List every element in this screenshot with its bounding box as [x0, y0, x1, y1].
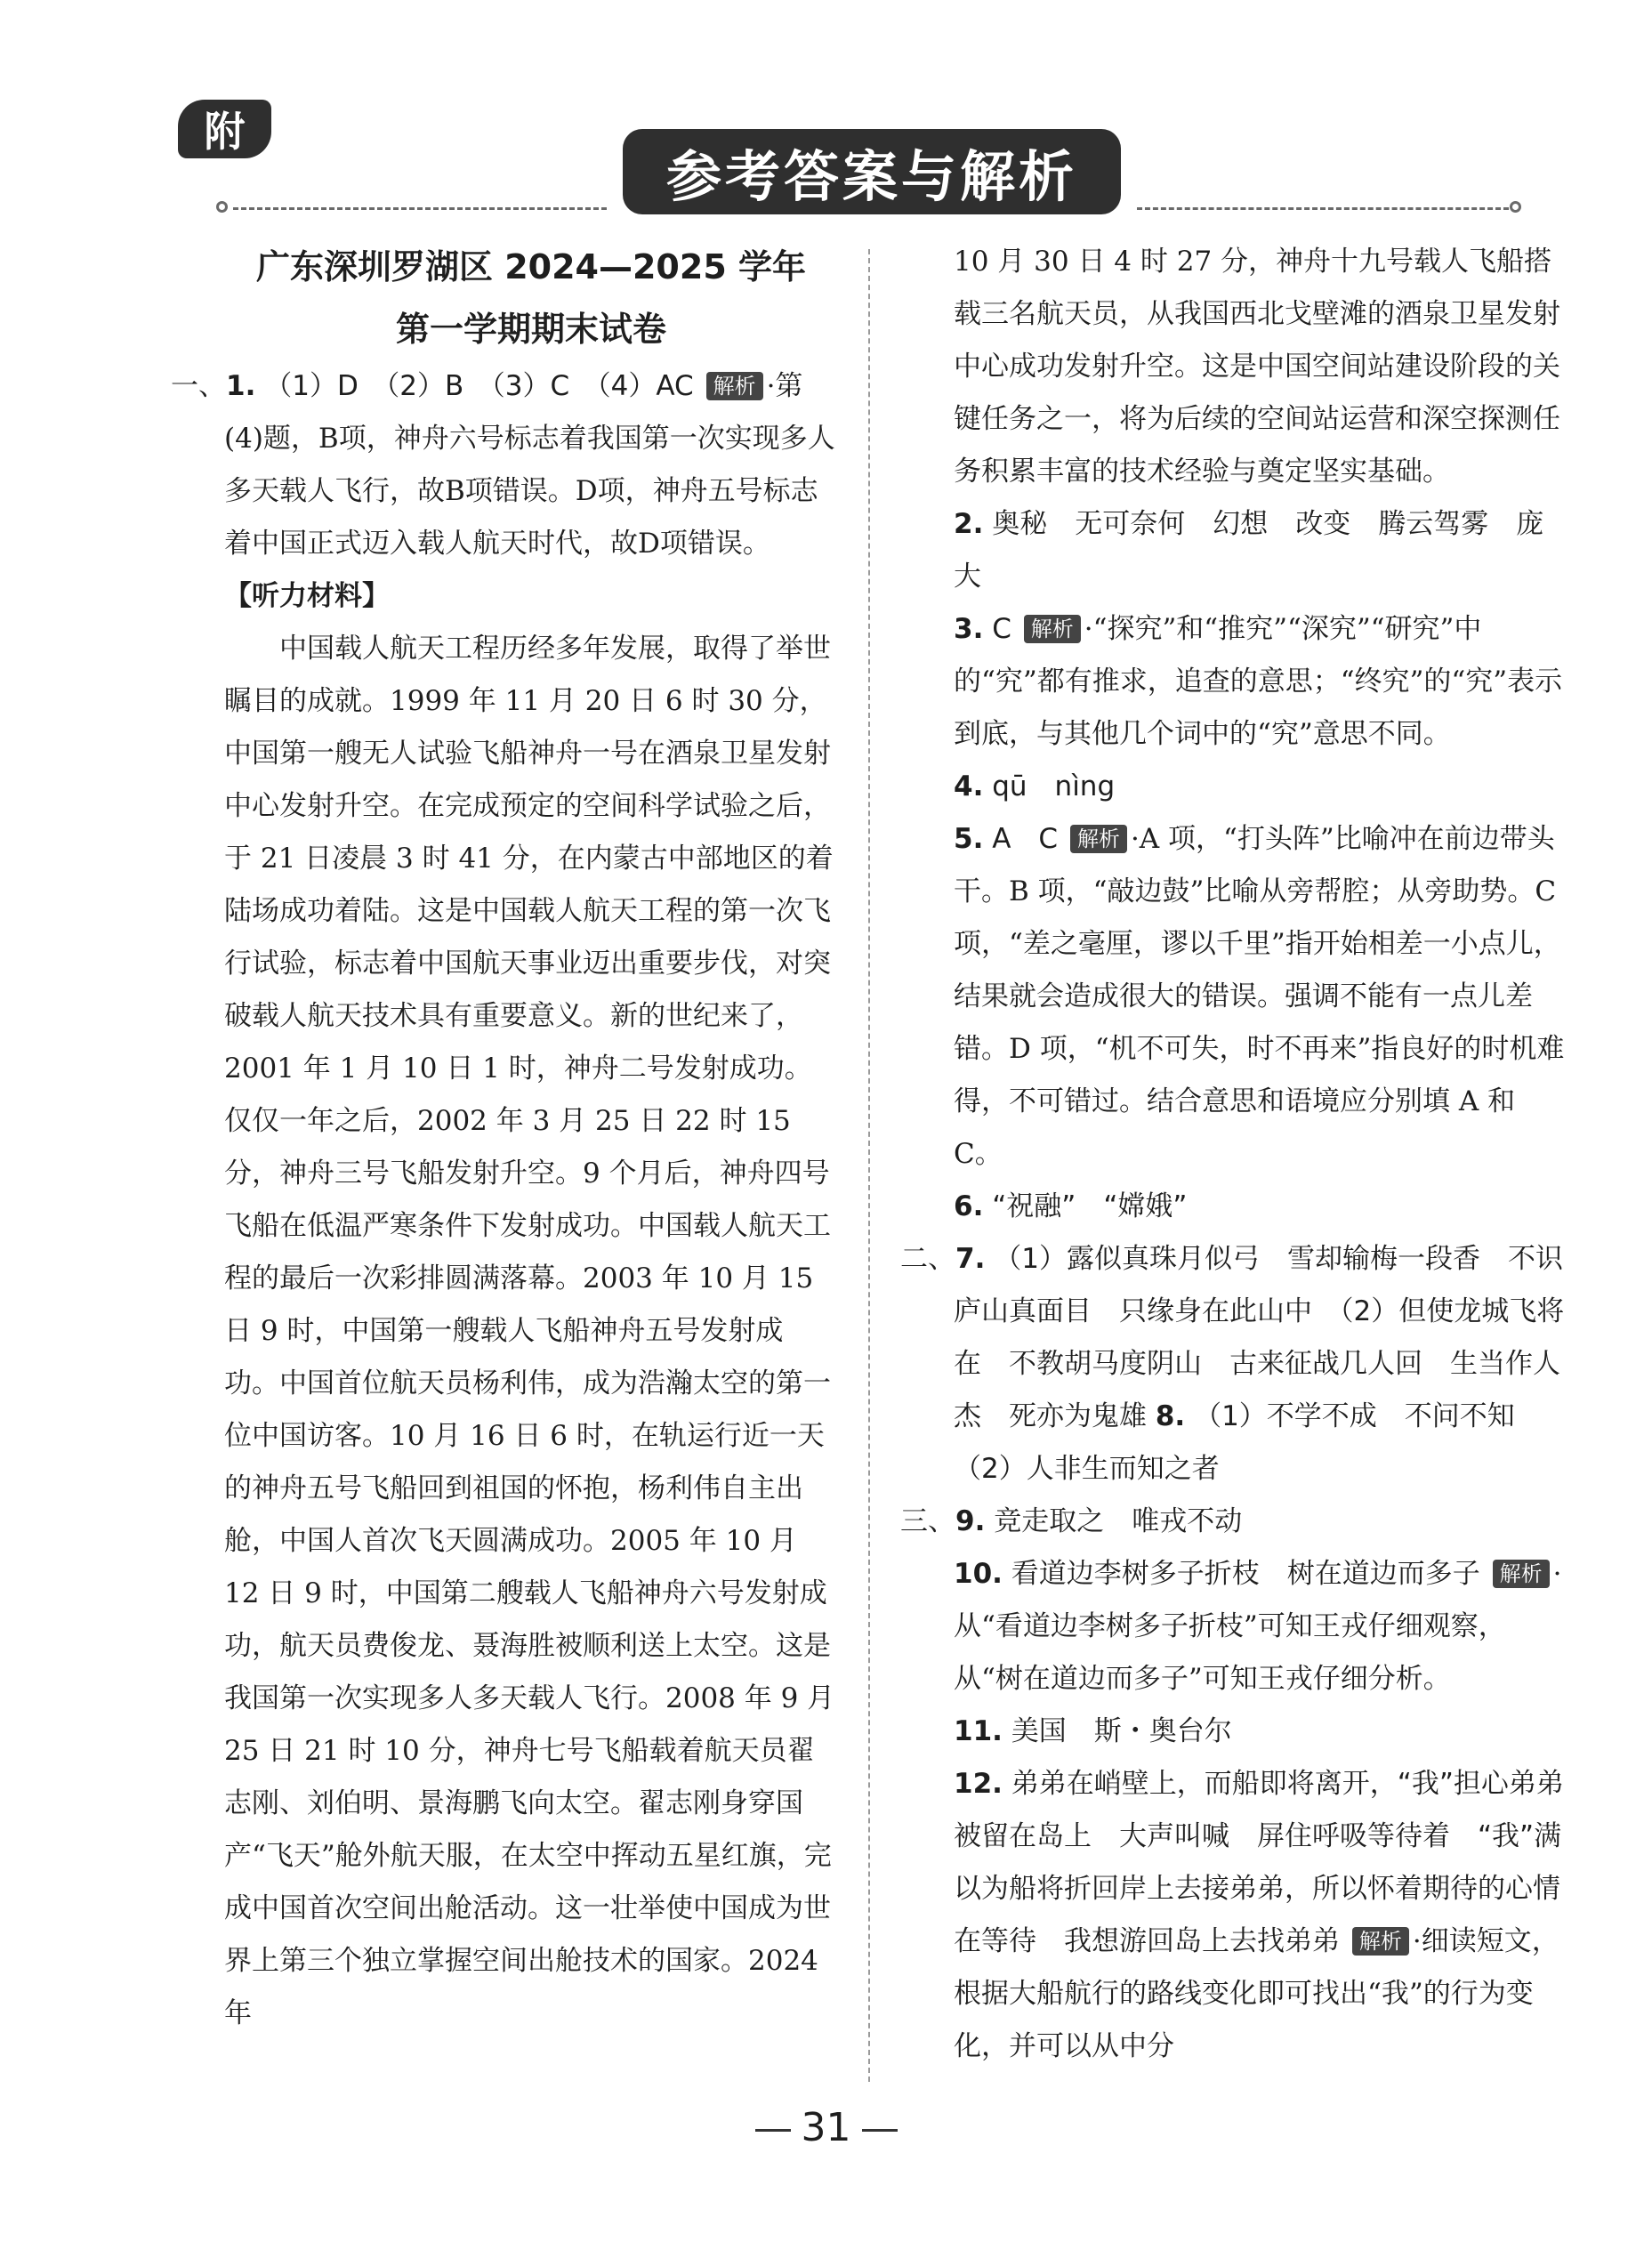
- q5-answer: A C: [992, 823, 1059, 855]
- answer-q2: [954, 498, 1567, 603]
- q5-analysis: A 项，“打头阵”比喻冲在前边带头干。B 项，“敲边鼓”比喻从旁帮腔；从旁助势。C 项，“差之毫厘，谬以千里”指开始相差一小点儿，结果就会造成很大的错误。强调不能有一点儿差错。D 项，“机不可失，时不再来”指良好的时机难得，不可错过。结合意思和语境应分别填 A 和 C。: [954, 823, 1565, 1170]
- page-number: [0, 2101, 1652, 2155]
- exam-title-line1: 广东深圳罗湖区 2024—2025 学年: [256, 247, 806, 286]
- q3-analysis: “探究”和“推究”“深究”“研究”中的“究”都有推求，追查的意思；“终究”的“究”表示到底，与其他几个词中的“究”意思不同。: [954, 613, 1563, 750]
- analysis-tag: 解析: [706, 372, 763, 400]
- question-number: 11.: [954, 1715, 1003, 1747]
- question-number: 5.: [954, 823, 984, 855]
- rule-dot-right: [1510, 201, 1521, 213]
- page-number-dash-left: [755, 2129, 791, 2132]
- q10-analysis: 从“看道边李树多子折枝”可知王戎仔细观察，从“树在道边而多子”可知王戎仔细分析。: [954, 1610, 1506, 1695]
- answer-q10: 10. 看道边李树多子折枝 树在道边而多子 解析 ·从“看道边李树多子折枝”可知王戎仔细观察，从“树在道边而多子”可知王戎仔细分析。: [954, 1558, 1562, 1695]
- listening-text-continued: 10 月 30 日 4 时 27 分，神舟十九号载人飞船搭载三名航天员，从我国西北戈壁滩的酒泉卫星发射中心成功发射升空。这是中国空间站建设阶段的关键任务之一，将为后续的空间站运营和深空探测任务积累丰富的技术经验与奠定坚实基础。: [954, 246, 1560, 488]
- page-title: 参考答案与解析: [623, 129, 1121, 214]
- page-number-value: 31: [801, 2105, 851, 2150]
- q1-analysis: 第(4)题，B项，神舟六号标志着我国第一次实现多人多天载人飞行，故B项错误。D项，神舟五号标志着中国正式迈入载人航天时代，故D项错误。: [224, 370, 835, 560]
- q2-text: 奥秘 无可奈何 幻想 改变 腾云驾雾 庞大: [954, 508, 1544, 593]
- q10-text: 看道边李树多子折枝 树在道边而多子: [1011, 1558, 1480, 1590]
- answer-q4: [954, 761, 1567, 813]
- section-marker: 一、: [171, 370, 226, 402]
- q12-analysis: 细读短文，根据大船航行的路线变化即可找出“我”的行为变化，并可以从中分: [954, 1925, 1559, 2062]
- answer-q11: [954, 1706, 1567, 1758]
- section-marker: 二、: [900, 1243, 955, 1275]
- answer-q7-q8: [900, 1233, 1567, 1496]
- appendix-badge: 附: [178, 100, 271, 158]
- right-column: [900, 236, 1567, 2073]
- analysis-tag: 解析: [1352, 1927, 1409, 1956]
- question-number: 10.: [954, 1558, 1003, 1590]
- analysis-tag: 解析: [1070, 825, 1127, 853]
- q9-text: 竞走取之 唯戎不动: [994, 1505, 1243, 1537]
- question-number: 4.: [954, 770, 984, 802]
- answer-q1: 一、1. （1）D （2）B （3）C （4）AC 解析 ·第(4)题，B项，神舟六号标志着我国第一次实现多人多天载人飞行，故B项错误。D项，神舟五号标志着中国正式迈入载人航天时代，故D项错误。: [171, 370, 835, 560]
- left-column: [171, 236, 838, 2040]
- column-divider: [868, 249, 870, 2082]
- q11-text: 美国 斯・奥台尔: [1011, 1715, 1232, 1747]
- page-number-dash-right: [862, 2129, 898, 2132]
- listening-heading: [224, 570, 838, 623]
- q1-answers: （1）D （2）B （3）C （4）AC: [264, 370, 694, 402]
- q12-text: 弟弟在峭壁上，而船即将离开，“我”担心弟弟被留在岛上 大声叫喊 屏住呼吸等待着 “我”满以为船将折回岸上去接弟弟，所以怀着期待的心情在等待 我想游回岛上去找弟弟: [954, 1768, 1564, 1957]
- q4-text: qū nìng: [992, 770, 1116, 802]
- question-number: 2.: [954, 508, 984, 540]
- answer-q5: 5. A C 解析 ·A 项，“打头阵”比喻冲在前边带头干。B 项，“敲边鼓”比喻从旁帮腔；从旁助势。C 项，“差之毫厘，谬以千里”指开始相差一小点儿，结果就会造成很大的错误。强调不能有一点儿差错。D 项，“机不可失，时不再来”指良好的时机难得，不可错过。结合意思和语境应分别填 A 和 C。: [954, 823, 1565, 1170]
- analysis-tag: 解析: [1493, 1560, 1550, 1588]
- rule-dot-left: [216, 201, 228, 213]
- answer-q12: 12. 弟弟在峭壁上，而船即将离开，“我”担心弟弟被留在岛上 大声叫喊 屏住呼吸等待着 “我”满以为船将折回岸上去接弟弟，所以怀着期待的心情在等待 我想游回岛上去找弟弟 解析 ·细读短文，根据大船航行的路线变化即可找出“我”的行为变化，并可以从中分: [954, 1768, 1564, 2062]
- answer-q6: [954, 1181, 1567, 1233]
- section-marker: 三、: [900, 1505, 955, 1537]
- question-number: 6.: [954, 1190, 984, 1222]
- header-rule-left: [233, 207, 607, 210]
- answer-q9: [900, 1496, 1567, 1548]
- answer-q3: 3. C 解析 ·“探究”和“推究”“深究”“研究”中的“究”都有推求，追查的意思；“终究”的“究”表示到底，与其他几个词中的“究”意思不同。: [954, 613, 1563, 750]
- q6-text: “祝融” “嫦娥”: [992, 1190, 1188, 1222]
- exam-title-line2: 第一学期期末试卷: [395, 310, 666, 349]
- listening-heading-text: 【听力材料】: [224, 580, 390, 612]
- analysis-tag: 解析: [1024, 615, 1081, 643]
- question-number: 8.: [1155, 1400, 1186, 1432]
- question-number: 9.: [955, 1505, 986, 1537]
- header-rule-right: [1137, 207, 1509, 210]
- q3-answer: C: [992, 613, 1011, 645]
- question-number: 1.: [226, 370, 256, 402]
- question-number: 12.: [954, 1768, 1003, 1800]
- q8-text: （1）不学不成 不问不知 （2）人非生而知之者: [954, 1400, 1543, 1485]
- listening-text: 中国载人航天工程历经多年发展，取得了举世瞩目的成就。1999 年 11 月 20 日 6 时 30 分，中国第一艘无人试验飞船神舟一号在酒泉卫星发射中心发射升空。在完成预定的空间科学试验之后，于 21 日凌晨 3 时 41 分，在内蒙古中部地区的着陆场成功着陆。这是中国载人航天工程的第一次飞行试验，标志着中国航天事业迈出重要步伐，对突破载人航天技术具有重要意义。新的世纪来了，2001 年 1 月 10 日 1 时，神舟二号发射成功。仅仅一年之后，2002 年 3 月 25 日 22 时 15 分，神舟三号飞船发射升空。9 个月后，神舟四号飞船在低温严寒条件下发射成功。中国载人航天工程的最后一次彩排圆满落幕。2003 年 10 月 15 日 9 时，中国第一艘载人飞船神舟五号发射成功。中国首位航天员杨利伟，成为浩瀚太空的第一位中国访客。10 月 16 日 6 时，在轨运行近一天的神舟五号飞船回到祖国的怀抱，杨利伟自主出舱，中国人首次飞天圆满成功。2005 年 10 月 12 日 9 时，中国第二艘载人飞船神舟六号发射成功，航天员费俊龙、聂海胜被顺利送上太空。这是我国第一次实现多人多天载人飞行。2008 年 9 月 25 日 21 时 10 分，神舟七号飞船载着航天员翟志刚、刘伯明、景海鹏飞向太空。翟志刚身穿国产“飞天”舱外航天服，在太空中挥动五星红旗，完成中国首次空间出舱活动。这一壮举使中国成为世界上第三个独立掌握空间出舱技术的国家。2024 年: [224, 633, 835, 2029]
- question-number: 3.: [954, 613, 984, 645]
- question-number: 7.: [955, 1243, 986, 1275]
- q7-text: （1）露似真珠月似弓 雪却输梅一段香 不识庐山真面目 只缘身在此山中 （2）但使龙城飞将在 不教胡马度阴山 古来征战几人回 生当作人杰 死亦为鬼雄: [954, 1243, 1565, 1432]
